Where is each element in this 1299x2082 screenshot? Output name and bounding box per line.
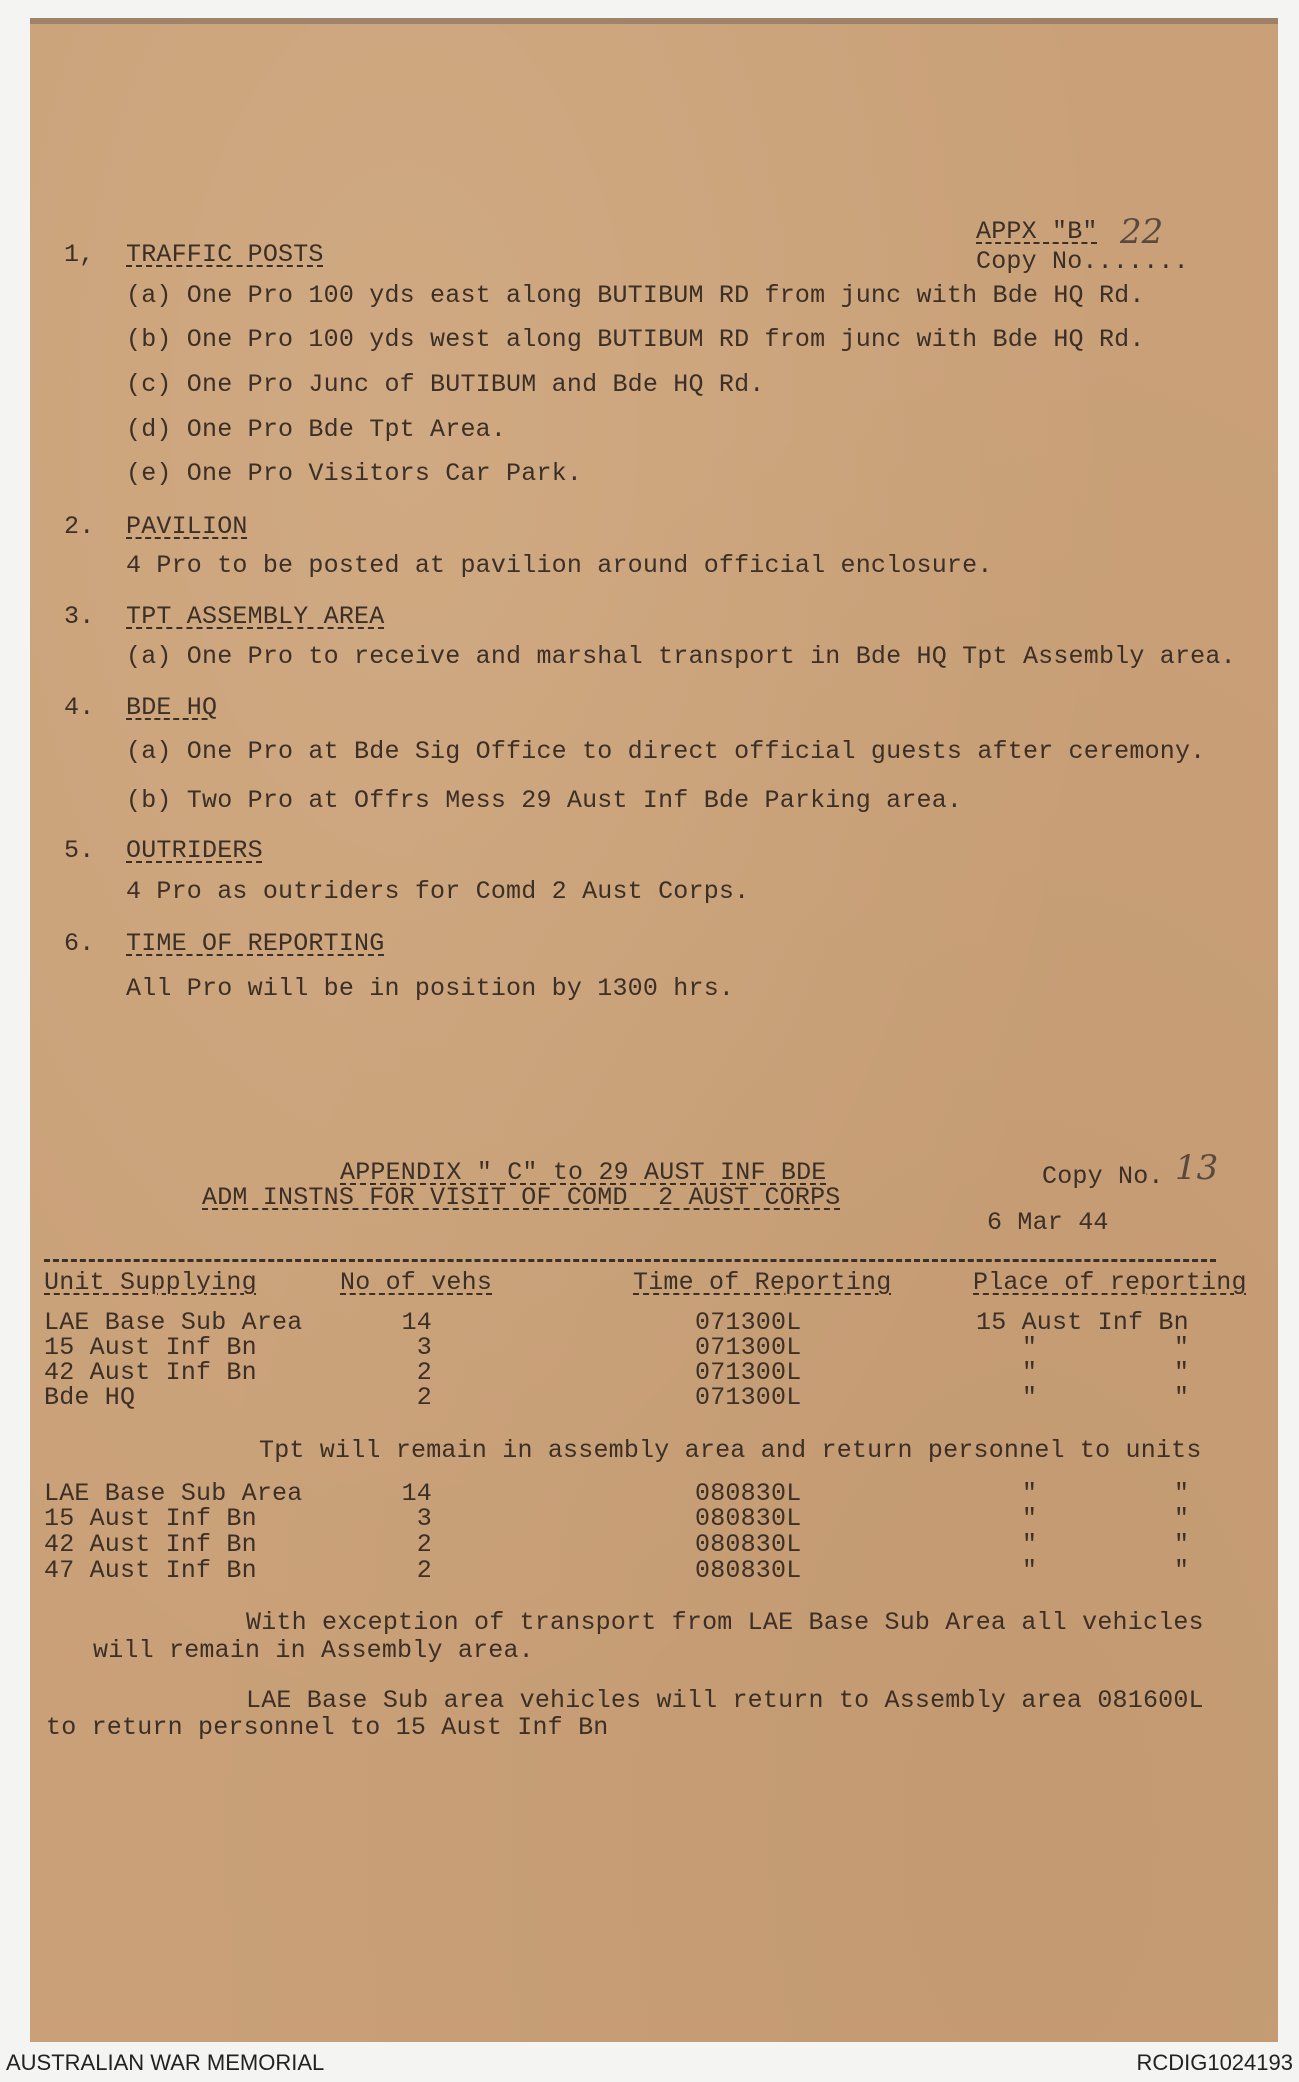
unit-cell: 42 Aust Inf Bn [44, 1358, 257, 1387]
section-line: (a) One Pro at Bde Sig Office to direct official guests after ceremony. [126, 737, 1206, 766]
column-header: Time of Reporting [633, 1268, 892, 1297]
time-cell: 071300L [695, 1308, 802, 1337]
divider [44, 1259, 1216, 1262]
section-number: 4. [64, 693, 95, 722]
section-heading: TPT ASSEMBLY AREA [126, 602, 385, 631]
section-line: 4 Pro as outriders for Comd 2 Aust Corps. [126, 877, 750, 906]
place-cell: " " [1022, 1383, 1190, 1412]
section-heading: TIME OF REPORTING [126, 929, 385, 958]
section-number: 5. [64, 836, 95, 865]
section-line: (b) One Pro 100 yds west along BUTIBUM RD from junc with Bde HQ Rd. [126, 325, 1145, 354]
section-line: All Pro will be in position by 1300 hrs. [126, 974, 735, 1003]
vehicles-cell: 3 [416, 1504, 432, 1533]
unit-cell: 42 Aust Inf Bn [44, 1530, 257, 1559]
vehicles-cell: 2 [416, 1383, 432, 1412]
copy-number-handwritten: 22 [1120, 212, 1164, 252]
unit-cell: Bde HQ [44, 1383, 136, 1412]
place-cell: " " [1022, 1530, 1190, 1559]
place-cell: 15 Aust Inf Bn [976, 1308, 1189, 1337]
document-date: 6 Mar 44 [987, 1208, 1109, 1237]
section-line: (c) One Pro Junc of BUTIBUM and Bde HQ Rd. [126, 370, 765, 399]
time-cell: 071300L [695, 1383, 802, 1412]
paragraph-line: to return personnel to 15 Aust Inf Bn [46, 1713, 609, 1742]
column-header: Unit Supplying [44, 1268, 257, 1297]
appendix-c-title: APPENDIX " C" to 29 AUST INF BDE [340, 1158, 827, 1187]
time-cell: 071300L [695, 1333, 802, 1362]
section-line: 4 Pro to be posted at pavilion around official enclosure. [126, 551, 993, 580]
place-cell: " " [1022, 1333, 1190, 1362]
paragraph-line: LAE Base Sub area vehicles will return to Assembly area 081600L [246, 1686, 1204, 1715]
vehicles-cell: 14 [401, 1308, 432, 1337]
section-number: 3. [64, 602, 95, 631]
place-cell: " " [1022, 1358, 1190, 1387]
column-header: No of vehs [340, 1268, 493, 1297]
section-heading: BDE HQ [126, 693, 218, 722]
transport-note: Tpt will remain in assembly area and return personnel to units [259, 1436, 1202, 1465]
footer-record-id: RCDIG1024193 [1136, 2050, 1293, 2075]
unit-cell: LAE Base Sub Area [44, 1308, 303, 1337]
section-number: 6. [64, 929, 95, 958]
column-header: Place of reporting [973, 1268, 1247, 1297]
footer-archive-name: AUSTRALIAN WAR MEMORIAL [6, 2050, 325, 2075]
copy-number-handwritten: 13 [1175, 1148, 1219, 1188]
vehicles-cell: 2 [416, 1556, 432, 1585]
paragraph-line: will remain in Assembly area. [93, 1636, 534, 1665]
section-number: 2. [64, 512, 95, 541]
unit-cell: 15 Aust Inf Bn [44, 1333, 257, 1362]
section-line: (a) One Pro to receive and marshal transport in Bde HQ Tpt Assembly area. [126, 642, 1236, 671]
section-line: (e) One Pro Visitors Car Park. [126, 459, 583, 488]
appx-b-title: APPX "B" [976, 217, 1098, 246]
copy-no-label: Copy No....... [976, 247, 1189, 276]
vehicles-cell: 3 [416, 1333, 432, 1362]
unit-cell: 15 Aust Inf Bn [44, 1504, 257, 1533]
vehicles-cell: 14 [401, 1479, 432, 1508]
section-heading: OUTRIDERS [126, 836, 263, 865]
section-heading: PAVILION [126, 512, 248, 541]
time-cell: 080830L [695, 1556, 802, 1585]
section-line: (d) One Pro Bde Tpt Area. [126, 415, 507, 444]
place-cell: " " [1022, 1556, 1190, 1585]
vehicles-cell: 2 [416, 1530, 432, 1559]
copy-no-label: Copy No. [1042, 1162, 1164, 1191]
vehicles-cell: 2 [416, 1358, 432, 1387]
section-line: (b) Two Pro at Offrs Mess 29 Aust Inf Bde Parking area. [126, 786, 963, 815]
time-cell: 071300L [695, 1358, 802, 1387]
section-number: 1, [64, 240, 95, 269]
unit-cell: 47 Aust Inf Bn [44, 1556, 257, 1585]
section-heading: TRAFFIC POSTS [126, 240, 324, 269]
place-cell: " " [1022, 1504, 1190, 1533]
paragraph-line: With exception of transport from LAE Base Sub Area all vehicles [246, 1608, 1204, 1637]
section-line: (a) One Pro 100 yds east along BUTIBUM RD from junc with Bde HQ Rd. [126, 281, 1145, 310]
time-cell: 080830L [695, 1479, 802, 1508]
appendix-c-subtitle: ADM INSTNS FOR VISIT OF COMD 2 AUST CORPS [202, 1183, 841, 1212]
place-cell: " " [1022, 1479, 1190, 1508]
unit-cell: LAE Base Sub Area [44, 1479, 303, 1508]
time-cell: 080830L [695, 1530, 802, 1559]
time-cell: 080830L [695, 1504, 802, 1533]
